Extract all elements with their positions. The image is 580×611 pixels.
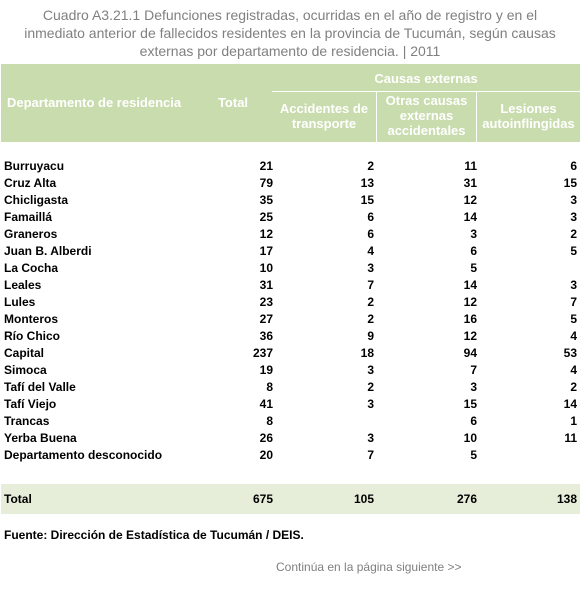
header-total: Total bbox=[217, 95, 249, 110]
lesiones-cell: 4 bbox=[570, 329, 577, 343]
accidentes-cell: 2 bbox=[367, 312, 374, 326]
table-row bbox=[1, 447, 580, 464]
lesiones-cell: 1 bbox=[570, 414, 577, 428]
otras-cell: 5 bbox=[470, 448, 477, 462]
department-name: Departamento desconocido bbox=[4, 448, 163, 462]
department-name: Tafí Viejo bbox=[4, 397, 57, 411]
header-departamento: Departamento de residencia bbox=[7, 95, 182, 110]
total-value: 675 bbox=[252, 492, 273, 506]
lesiones-cell: 3 bbox=[570, 278, 577, 292]
total-cell: 36 bbox=[259, 329, 273, 343]
header-lesiones-line-2: autoinflingidas bbox=[482, 116, 575, 131]
accidentes-cell: 2 bbox=[367, 159, 374, 173]
header-separator bbox=[272, 91, 580, 92]
table-row bbox=[1, 175, 580, 192]
department-name: Simoca bbox=[4, 363, 47, 377]
total-cell: 27 bbox=[259, 312, 273, 326]
accidentes-cell: 3 bbox=[367, 261, 374, 275]
total-cell: 25 bbox=[259, 210, 273, 224]
total-cell: 26 bbox=[259, 431, 273, 445]
department-name: Cruz Alta bbox=[4, 176, 57, 190]
total-cell: 79 bbox=[259, 176, 273, 190]
otras-cell: 14 bbox=[463, 278, 477, 292]
continue-link[interactable]: Continúa en la página siguiente >> bbox=[276, 560, 462, 574]
total-cell: 19 bbox=[259, 363, 273, 377]
otras-cell: 15 bbox=[463, 397, 477, 411]
accidentes-cell: 7 bbox=[367, 278, 374, 292]
total-cell: 8 bbox=[266, 414, 273, 428]
total-cell: 17 bbox=[259, 244, 273, 258]
otras-cell: 12 bbox=[463, 193, 477, 207]
header-otras-line-2: externas bbox=[399, 108, 454, 123]
otras-cell: 6 bbox=[470, 414, 477, 428]
lesiones-cell: 15 bbox=[563, 176, 577, 190]
otras-cell: 5 bbox=[470, 261, 477, 275]
lesiones-cell: 11 bbox=[564, 431, 577, 445]
total-cell: 20 bbox=[259, 448, 273, 462]
header-otras-line-3: accidentales bbox=[387, 123, 466, 138]
otras-cell: 31 bbox=[463, 176, 477, 190]
accidentes-cell: 4 bbox=[367, 244, 374, 258]
total-otras: 276 bbox=[456, 492, 477, 506]
department-name: Yerba Buena bbox=[4, 431, 77, 445]
total-cell: 35 bbox=[259, 193, 273, 207]
table-row bbox=[1, 260, 580, 277]
table-row bbox=[1, 226, 580, 243]
table-row bbox=[1, 413, 580, 430]
department-name: Tafí del Valle bbox=[4, 380, 76, 394]
otras-cell: 11 bbox=[464, 159, 477, 173]
accidentes-cell: 15 bbox=[360, 193, 374, 207]
otras-cell: 3 bbox=[470, 227, 477, 241]
table-row bbox=[1, 192, 580, 209]
department-name: Capital bbox=[4, 346, 45, 360]
header-accidentes-line-1: Accidentes de bbox=[279, 101, 369, 116]
department-name: Famaillá bbox=[4, 210, 53, 224]
department-name: Monteros bbox=[4, 312, 58, 326]
total-lesiones: 138 bbox=[556, 492, 577, 506]
department-name: Lules bbox=[4, 295, 36, 309]
table-row bbox=[1, 379, 580, 396]
department-name: Leales bbox=[4, 278, 42, 292]
department-name: Río Chico bbox=[4, 329, 60, 343]
header-causas-externas: Causas externas bbox=[374, 71, 478, 86]
total-accidentes: 105 bbox=[353, 492, 374, 506]
total-cell: 23 bbox=[259, 295, 273, 309]
accidentes-cell: 6 bbox=[367, 227, 374, 241]
department-name: La Cocha bbox=[4, 261, 59, 275]
table-row bbox=[1, 158, 580, 175]
table-row bbox=[1, 430, 580, 447]
otras-cell: 16 bbox=[463, 312, 477, 326]
table-title bbox=[0, 6, 580, 60]
header-lesiones-line-1: Lesiones bbox=[500, 101, 557, 116]
accidentes-cell: 2 bbox=[367, 380, 374, 394]
total-cell: 21 bbox=[259, 159, 273, 173]
lesiones-cell: 5 bbox=[570, 244, 577, 258]
lesiones-cell: 2 bbox=[570, 227, 577, 241]
otras-cell: 94 bbox=[463, 346, 477, 360]
accidentes-cell: 3 bbox=[367, 397, 374, 411]
source-note: Fuente: Dirección de Estadística de Tucumán / DEIS. bbox=[4, 528, 304, 542]
table-row bbox=[1, 345, 580, 362]
header-accidentes-transporte bbox=[272, 101, 376, 131]
table-row bbox=[1, 396, 580, 413]
lesiones-cell: 2 bbox=[570, 380, 577, 394]
total-cell: 41 bbox=[259, 397, 273, 411]
total-row bbox=[1, 484, 580, 514]
header-lesiones bbox=[477, 101, 580, 131]
header-otras-causas bbox=[377, 93, 476, 138]
otras-cell: 14 bbox=[463, 210, 477, 224]
department-name: Burruyacu bbox=[4, 159, 65, 173]
accidentes-cell: 18 bbox=[360, 346, 374, 360]
lesiones-cell: 3 bbox=[570, 210, 577, 224]
otras-cell: 7 bbox=[470, 363, 477, 377]
table-body bbox=[1, 158, 580, 464]
total-cell: 31 bbox=[259, 278, 273, 292]
department-name: Chicligasta bbox=[4, 193, 69, 207]
total-label: Total bbox=[4, 492, 32, 506]
department-name: Graneros bbox=[4, 227, 58, 241]
table-row bbox=[1, 311, 580, 328]
table-row bbox=[1, 243, 580, 260]
accidentes-cell: 6 bbox=[367, 210, 374, 224]
accidentes-cell: 2 bbox=[367, 295, 374, 309]
accidentes-cell: 3 bbox=[367, 431, 374, 445]
otras-cell: 3 bbox=[470, 380, 477, 394]
table-header bbox=[1, 64, 580, 142]
total-cell: 8 bbox=[266, 380, 273, 394]
table-row bbox=[1, 362, 580, 379]
total-cell: 10 bbox=[259, 261, 273, 275]
lesiones-cell: 5 bbox=[570, 312, 577, 326]
accidentes-cell: 13 bbox=[360, 176, 374, 190]
accidentes-cell: 3 bbox=[367, 363, 374, 377]
department-name: Trancas bbox=[4, 414, 50, 428]
otras-cell: 12 bbox=[463, 295, 477, 309]
table-row bbox=[1, 277, 580, 294]
table-row bbox=[1, 294, 580, 311]
table-row bbox=[1, 209, 580, 226]
lesiones-cell: 53 bbox=[563, 346, 577, 360]
otras-cell: 10 bbox=[463, 431, 477, 445]
accidentes-cell: 7 bbox=[367, 448, 374, 462]
title-line-1: Cuadro A3.21.1 Defunciones registradas, ocurridas en el año de registro y en el bbox=[42, 7, 538, 23]
title-line-3: externas por departamento de residencia. | 2011 bbox=[139, 43, 441, 59]
total-cell: 12 bbox=[259, 227, 273, 241]
total-cell: 237 bbox=[252, 346, 273, 360]
accidentes-cell: 9 bbox=[367, 329, 374, 343]
lesiones-cell: 6 bbox=[570, 159, 577, 173]
lesiones-cell: 3 bbox=[570, 193, 577, 207]
lesiones-cell: 4 bbox=[570, 363, 577, 377]
title-line-2: inmediato anterior de fallecidos residentes en la provincia de Tucumán, según causas bbox=[24, 25, 556, 41]
header-accidentes-line-2: transporte bbox=[291, 116, 357, 131]
header-otras-line-1: Otras causas bbox=[385, 93, 468, 108]
lesiones-cell: 14 bbox=[563, 397, 577, 411]
department-name: Juan B. Alberdi bbox=[4, 244, 92, 258]
otras-cell: 6 bbox=[470, 244, 477, 258]
lesiones-cell: 7 bbox=[570, 295, 577, 309]
otras-cell: 12 bbox=[463, 329, 477, 343]
table-row bbox=[1, 328, 580, 345]
